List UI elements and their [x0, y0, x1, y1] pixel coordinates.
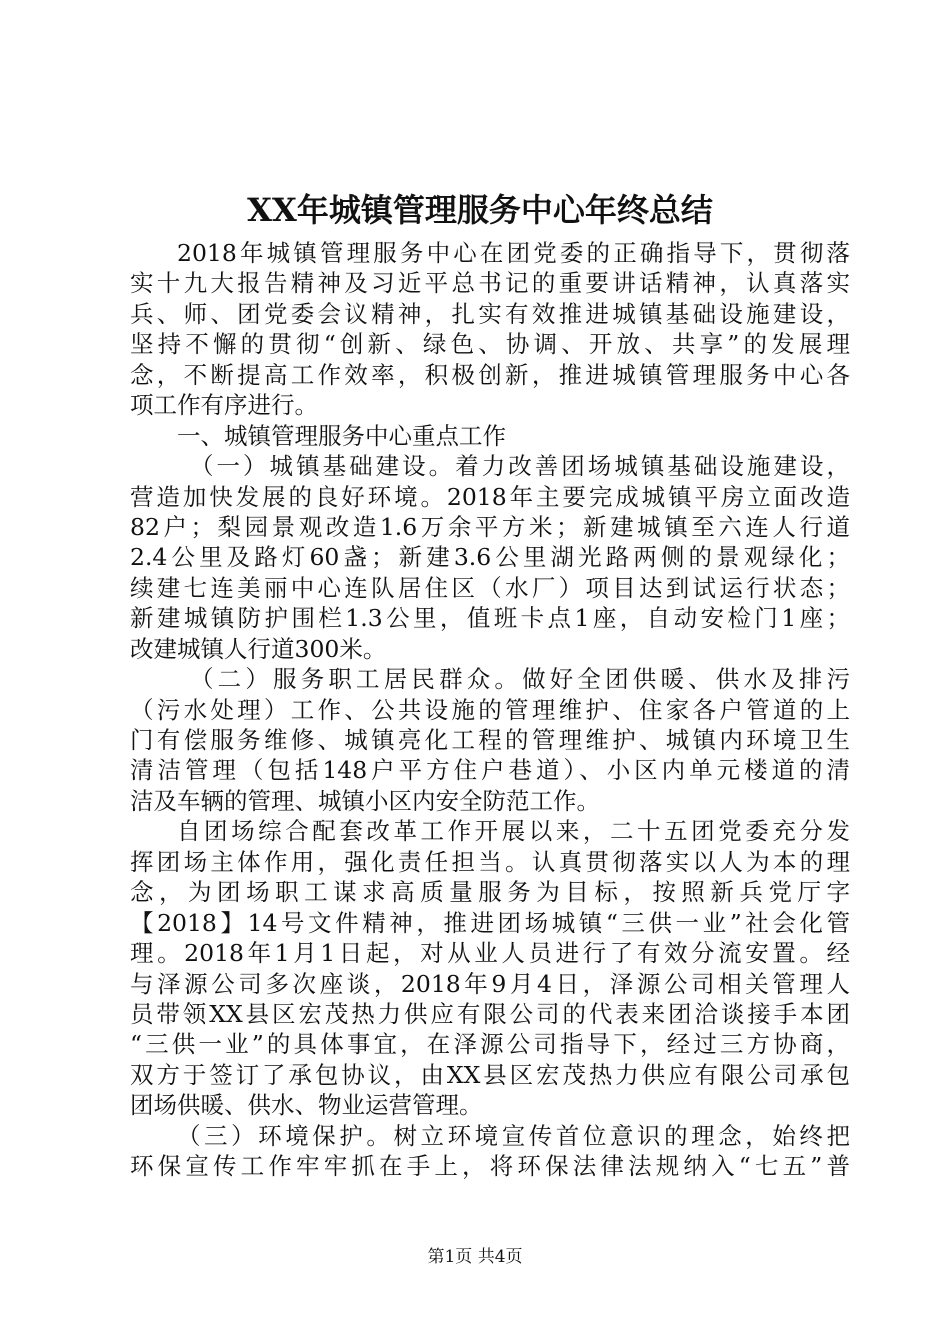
text-line: 团场供暖、供水、物业运营管理。 [130, 1091, 483, 1120]
section-heading: 一、城镇管理服务中心重点工作 [177, 421, 506, 450]
text-line: 自团场综合配套改革工作开展以来，二十五团党委充分发 [177, 817, 850, 846]
page-footer: 第1页 共4页 [427, 1247, 523, 1267]
text-line: 营造加快发展的良好环境。2018年主要完成城镇平房立面改造 [130, 482, 850, 511]
text-line: 【2018】14号文件精神，推进团场城镇“三供一业”社会化管 [130, 908, 850, 937]
text-line: 洁及车辆的管理、城镇小区内安全防范工作。 [130, 786, 600, 815]
text-line: 员带领XX县区宏茂热力供应有限公司的代表来团洽谈接手本团 [130, 999, 850, 1028]
text-line: 2018年城镇管理服务中心在团党委的正确指导下，贯彻落 [177, 239, 850, 267]
text-line: （污水处理）工作、公共设施的管理维护、住家各户管道的上 [130, 695, 850, 724]
text-line: 与泽源公司多次座谈，2018年9月4日，泽源公司相关管理人 [130, 969, 850, 998]
text-line: 念，为团场职工谋求高质量服务为目标，按照新兵党厅字 [130, 878, 850, 907]
text-line: “三供一业”的具体事宜，在泽源公司指导下，经过三方协商， [130, 1030, 850, 1059]
text-line: 项工作有序进行。 [130, 391, 318, 420]
text-line: 兵、师、团党委会议精神，扎实有效推进城镇基础设施建设， [130, 299, 850, 328]
text-line: （三）环境保护。树立环境宣传首位意识的理念，始终把 [177, 1121, 850, 1150]
text-line: （二）服务职工居民群众。做好全团供暖、供水及排污 [190, 665, 850, 694]
document-title: XX年城镇管理服务中心年终总结 [247, 191, 713, 229]
text-line: 续建七连美丽中心连队居住区（水厂）项目达到试运行状态； [130, 573, 850, 602]
text-line: 双方于签订了承包协议，由XX县区宏茂热力供应有限公司承包 [130, 1060, 850, 1089]
text-line: 实十九大报告精神及习近平总书记的重要讲话精神，认真落实 [130, 269, 850, 298]
text-line: 清洁管理（包括148户平方住户巷道）、小区内单元楼道的清 [130, 756, 850, 785]
text-line: 82户；梨园景观改造1.6万余平方米；新建城镇至六连人行道 [130, 512, 850, 541]
text-line: （一）城镇基础建设。着力改善团场城镇基础设施建设， [190, 452, 850, 481]
text-line: 环保宣传工作牢牢抓在手上，将环保法律法规纳入“七五”普 [130, 1152, 850, 1181]
text-line: 理。2018年1月1日起，对从业人员进行了有效分流安置。经 [130, 939, 850, 968]
text-line: 坚持不懈的贯彻“创新、绿色、协调、开放、共享”的发展理 [130, 330, 850, 359]
text-line: 念，不断提高工作效率，积极创新，推进城镇管理服务中心各 [130, 360, 850, 389]
text-line: 门有偿服务维修、城镇亮化工程的管理维护、城镇内环境卫生 [130, 726, 850, 754]
text-line: 挥团场主体作用，强化责任担当。认真贯彻落实以人为本的理 [130, 847, 850, 876]
text-line: 2.4公里及路灯60盏；新建3.6公里湖光路两侧的景观绿化； [130, 543, 850, 572]
text-line: 改建城镇人行道300米。 [130, 634, 387, 663]
document-body [130, 238, 850, 1182]
text-line: 新建城镇防护围栏1.3公里，值班卡点1座，自动安检门1座； [130, 604, 850, 633]
